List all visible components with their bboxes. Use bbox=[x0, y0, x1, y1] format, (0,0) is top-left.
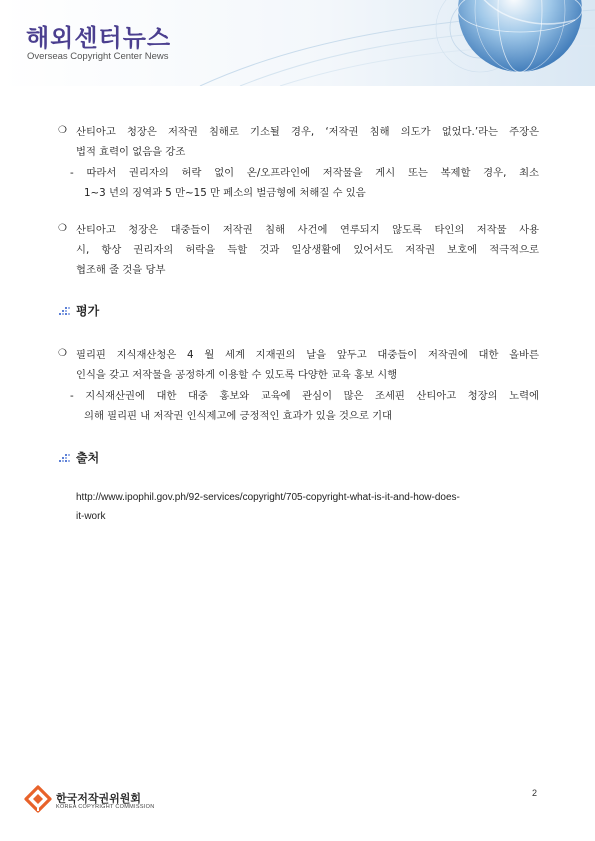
footer-org-name-kr: 한국저작권위원회 bbox=[56, 792, 142, 805]
section-heading-source bbox=[58, 449, 99, 466]
commission-logo-icon bbox=[24, 785, 52, 813]
p1-line2: 법적 효력이 없음을 강조 bbox=[76, 146, 186, 158]
newsletter-subtitle: Overseas Copyright Center News bbox=[27, 51, 169, 62]
p3-sub-line2: 의해 필리핀 내 저작권 인식제고에 긍정적인 효과가 있을 것으로 기대 bbox=[84, 410, 392, 422]
newsletter-title: 해외센터뉴스 bbox=[26, 24, 172, 52]
section-dots-icon bbox=[58, 306, 70, 316]
p1-sub-line2: 1~3 년의 징역과 5 만~15 만 페소의 벌금형에 처해질 수 있음 bbox=[84, 187, 366, 199]
p3-sub-line1: - 지식재산권에 대한 대중 홍보와 교육에 관심이 많은 조세핀 산티아고 청장의 노력에 bbox=[70, 390, 539, 402]
bullet-icon: ❍ bbox=[58, 223, 67, 234]
page-number: 2 bbox=[532, 788, 538, 798]
p2-line3: 협조해 줄 것을 당부 bbox=[76, 264, 166, 276]
footer-org-name-en: KOREA COPYRIGHT COMMISSION bbox=[56, 804, 155, 810]
page-header bbox=[0, 0, 595, 86]
section-title: 출처 bbox=[76, 451, 100, 465]
p1-line1: 산티아고 청장은 저작권 침해로 기소될 경우, ‘저작권 침해 의도가 없었다.’라는 주장은 bbox=[76, 126, 539, 138]
section-dots-icon bbox=[58, 453, 70, 463]
p1-sub-line1: - 따라서 권리자의 허락 없이 온/오프라인에 저작물을 게시 또는 복제할 경우, 최소 bbox=[70, 167, 539, 179]
p2-line1: 산티아고 청장은 대중들이 저작권 침해 사건에 연루되지 않도록 타인의 저작물 사용 bbox=[76, 224, 539, 236]
bullet-icon: ❍ bbox=[58, 125, 67, 136]
p3-line2: 인식을 갖고 저작물을 공정하게 이용할 수 있도록 다양한 교육 홍보 시행 bbox=[76, 369, 398, 381]
bullet-icon: ❍ bbox=[58, 348, 67, 359]
p2-line2: 시, 항상 권리자의 허락을 득할 것과 일상생활에 있어서도 저작권 보호에 적극적으로 bbox=[76, 244, 539, 256]
source-url-line2[interactable]: it-work bbox=[76, 511, 106, 522]
source-url-line1[interactable]: http://www.ipophil.gov.ph/92-services/copyright/705-copyright-what-is-it-and-how-does- bbox=[76, 492, 460, 503]
section-title: 평가 bbox=[76, 304, 100, 318]
section-heading-evaluation bbox=[58, 302, 99, 319]
p3-line1: 필리핀 지식재산청은 4 월 세계 지재권의 날을 앞두고 대중들이 저작권에 대한 올바른 bbox=[76, 349, 539, 361]
